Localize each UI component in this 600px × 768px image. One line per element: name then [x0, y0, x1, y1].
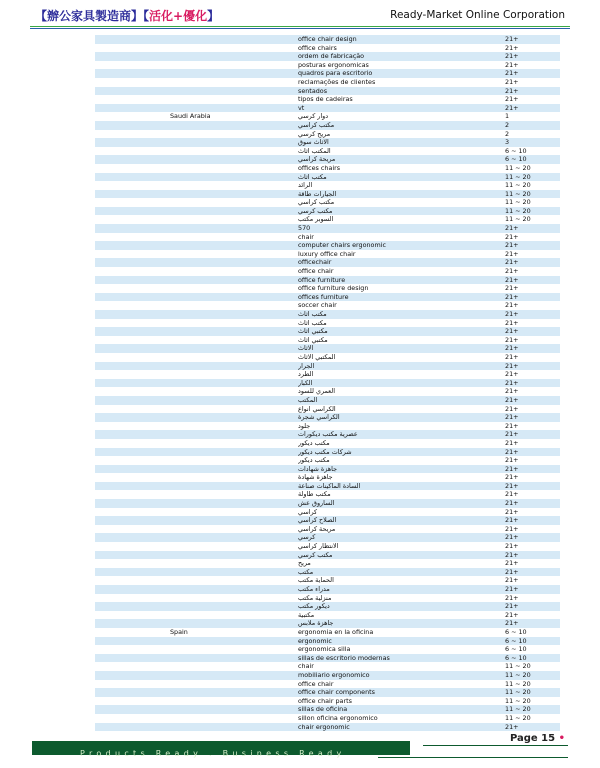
rank-cell: 21+	[505, 103, 519, 112]
rank-cell: 2	[505, 129, 510, 138]
table-row	[95, 104, 560, 113]
keyword-cell: ordem de fabricação	[298, 52, 365, 61]
keyword-cell: جاهزة ملابس	[298, 619, 334, 628]
rank-cell: 21+	[505, 481, 519, 490]
rank-cell: 6 ~ 10	[505, 155, 527, 164]
rank-cell: 21+	[505, 275, 519, 284]
table-row	[95, 310, 560, 319]
table-row	[95, 155, 560, 164]
table-row	[95, 130, 560, 139]
rank-cell: 21+	[505, 232, 519, 241]
keyword-cell: computer chairs ergonomic	[298, 241, 386, 250]
rank-cell: 21+	[505, 585, 519, 593]
keyword-cell: office chair	[298, 267, 334, 276]
rank-cell: 21+	[505, 430, 519, 439]
keyword-cell: soccer chair	[298, 301, 337, 310]
rank-cell: 21+	[505, 524, 519, 533]
header-rule-green	[30, 26, 570, 27]
table-row	[95, 233, 560, 242]
table-row	[95, 301, 560, 310]
table-row	[95, 688, 560, 697]
keyword-cell: جاهزة شهادة	[298, 473, 333, 482]
page-label: Page 15	[509, 733, 556, 744]
keyword-cell: ergonomic	[298, 636, 332, 645]
rank-cell: 21+	[505, 69, 519, 78]
table-row	[95, 396, 560, 405]
keyword-cell: الساروق عش	[298, 499, 335, 508]
table-row	[95, 112, 560, 121]
rank-cell: 21+	[505, 533, 519, 542]
table-row	[95, 69, 560, 78]
rank-cell: 21+	[505, 258, 519, 267]
keyword-cell: مكتب اثاث	[298, 172, 327, 181]
keyword-cell: office chair components	[298, 688, 375, 697]
keyword-cell: دوار كرسي	[298, 112, 329, 121]
table-row	[95, 44, 560, 53]
rank-cell: 21+	[505, 52, 519, 61]
keyword-cell: مكتب كرسي	[298, 206, 333, 215]
table-row	[95, 422, 560, 431]
keyword-cell: chair ergonomic	[298, 722, 350, 731]
rank-cell: 21+	[505, 378, 519, 387]
keyword-cell: sillon oficina ergonomico	[298, 713, 378, 722]
keyword-cell: كرسي	[298, 533, 316, 542]
table-row	[95, 525, 560, 534]
rank-cell: 21+	[505, 421, 519, 430]
keyword-cell: quadros para escritorio	[298, 69, 373, 78]
table-row	[95, 508, 560, 517]
rank-cell: 21+	[505, 559, 519, 568]
rank-cell: 21+	[505, 335, 519, 344]
keyword-cell: luxury office chair	[298, 249, 356, 258]
rank-cell: 11 ~ 20	[505, 215, 531, 224]
table-row	[95, 284, 560, 293]
keyword-cell: الجرار	[298, 361, 315, 370]
table-row	[95, 542, 560, 551]
table-row	[95, 671, 560, 680]
header-rule-blue	[30, 28, 570, 29]
keyword-cell: ergonomica silla	[298, 645, 351, 654]
rank-cell: 21+	[505, 249, 519, 258]
keyword-cell: الانتظار كراسي	[298, 542, 339, 551]
table-row	[95, 594, 560, 603]
keyword-cell: الجيارات طاقة	[298, 189, 337, 198]
keyword-cell: vt	[298, 103, 305, 112]
header-title-accent: 活化+優化	[149, 9, 208, 23]
rank-cell: 21+	[505, 395, 519, 404]
rank-cell: 21+	[505, 516, 519, 525]
rank-cell: 21+	[505, 387, 519, 396]
rank-cell: 21+	[505, 490, 519, 499]
rank-cell: 21+	[505, 77, 519, 86]
table-row	[95, 87, 560, 96]
table-row	[95, 473, 560, 482]
rank-cell: 21+	[505, 267, 519, 276]
rank-cell: 11 ~ 20	[505, 163, 531, 172]
keyword-cell: officechair	[298, 258, 332, 267]
table-row	[95, 258, 560, 267]
keyword-cell: مكتب كراسي	[298, 198, 335, 207]
table-row	[95, 61, 560, 70]
table-row	[95, 499, 560, 508]
table-row	[95, 714, 560, 723]
keyword-cell: chair	[298, 232, 314, 241]
table-row	[95, 190, 560, 199]
table-row	[95, 551, 560, 560]
keyword-cell: مكتبي اثاث	[298, 327, 328, 336]
country-cell: Saudi Arabia	[170, 112, 211, 121]
table-row	[95, 619, 560, 628]
table-row	[95, 490, 560, 499]
rank-cell: 21+	[505, 576, 519, 585]
table-row	[95, 293, 560, 302]
keyword-cell: المكتبي الاثاث	[298, 352, 336, 361]
rank-cell: 11 ~ 20	[505, 696, 531, 705]
rank-cell: 21+	[505, 361, 519, 370]
keyword-cell: reclamações de clientes	[298, 77, 376, 86]
rank-cell: 11 ~ 20	[505, 198, 531, 207]
footer-rule	[378, 757, 568, 758]
table-row	[95, 35, 560, 44]
rank-cell: 21+	[505, 499, 519, 508]
table-row	[95, 482, 560, 491]
rank-cell: 21+	[505, 327, 519, 336]
rank-cell: 11 ~ 20	[505, 679, 531, 688]
rank-cell: 21+	[505, 370, 519, 379]
keyword-cell: منزلية مكتب	[298, 593, 332, 602]
table-row	[95, 645, 560, 654]
keyword-cell: السوبر مكتب	[298, 215, 334, 224]
rank-cell: 21+	[505, 602, 519, 611]
table-row	[95, 465, 560, 474]
keyword-cell: الرائد	[298, 181, 313, 190]
table-row	[95, 344, 560, 353]
table-row	[95, 516, 560, 525]
keyword-cell: مكتب اثاث	[298, 310, 327, 318]
rank-cell: 21+	[505, 507, 519, 516]
table-row	[95, 576, 560, 585]
rank-cell: 11 ~ 20	[505, 705, 531, 714]
keyword-cell: مريح كرسي	[298, 129, 331, 138]
rank-cell: 21+	[505, 413, 519, 422]
rank-cell: 21+	[505, 344, 519, 353]
keyword-cell: السادة الماكينات صناعة	[298, 481, 361, 490]
rank-cell: 21+	[505, 352, 519, 361]
table-row	[95, 662, 560, 671]
rank-cell: 11 ~ 20	[505, 172, 531, 181]
table-row	[95, 379, 560, 388]
rank-cell: 21+	[505, 447, 519, 456]
rank-cell: 21+	[505, 550, 519, 559]
table-row	[95, 405, 560, 414]
table-row	[95, 413, 560, 422]
keyword-cell: office chair	[298, 679, 334, 688]
keyword-cell: المكتب	[298, 395, 318, 404]
page-number	[510, 733, 565, 744]
keyword-cell: جاهزة شهادات	[298, 464, 338, 473]
rank-cell: 2	[505, 120, 510, 129]
rank-cell: 21+	[505, 318, 519, 327]
table-row	[95, 207, 560, 216]
keyword-cell: الاثاث	[298, 344, 314, 353]
keyword-cell: العمري للسود	[298, 387, 335, 396]
country-cell: Spain	[170, 627, 188, 636]
keyword-cell: office chair parts	[298, 696, 352, 705]
table-row	[95, 276, 560, 285]
keyword-cell: sillas de oficina	[298, 705, 348, 714]
keyword-cell: الكبار	[298, 378, 313, 387]
rank-cell: 21+	[505, 241, 519, 250]
rank-cell: 21+	[505, 456, 519, 465]
rank-cell: 21+	[505, 593, 519, 602]
rank-cell: 21+	[505, 464, 519, 473]
keyword-cell: مكتب طاولة	[298, 490, 331, 499]
rank-cell: 21+	[505, 567, 519, 576]
rank-cell: 11 ~ 20	[505, 181, 531, 190]
rank-cell: 21+	[505, 60, 519, 69]
table-row	[95, 336, 560, 345]
table-row	[95, 448, 560, 457]
rank-cell: 21+	[505, 619, 519, 628]
rank-cell: 21+	[505, 610, 519, 619]
table-row	[95, 430, 560, 439]
table-row	[95, 198, 560, 207]
keyword-cell: الاثاث سوق	[298, 138, 329, 147]
rank-cell: 11 ~ 20	[505, 713, 531, 722]
keyword-cell: office chairs	[298, 43, 337, 52]
table-row	[95, 147, 560, 156]
table-row	[95, 568, 560, 577]
keyword-cell: ergonomia en la oficina	[298, 627, 374, 636]
rank-cell: 21+	[505, 473, 519, 482]
table-row	[95, 250, 560, 259]
rank-cell: 21+	[505, 722, 519, 731]
table-row	[95, 224, 560, 233]
keyword-cell: الكراسي انواع	[298, 404, 336, 413]
table-row	[95, 697, 560, 706]
rank-cell: 21+	[505, 35, 519, 43]
page-header	[0, 0, 600, 30]
table-row	[95, 181, 560, 190]
header-title-part1: 【辦公家具製造商】【	[35, 9, 150, 23]
keyword-cell: office furniture design	[298, 284, 369, 293]
keyword-cell: offices furniture	[298, 292, 349, 301]
keyword-cell: الطرد	[298, 370, 314, 379]
table-row	[95, 52, 560, 61]
keyword-cell: posturas ergonomicas	[298, 60, 369, 69]
keyword-cell: الكراسي شجرة	[298, 413, 340, 422]
table-row	[95, 215, 560, 224]
table-row	[95, 164, 560, 173]
rank-cell: 11 ~ 20	[505, 670, 531, 679]
keyword-cell: مكتب ديكور	[298, 456, 330, 465]
keyword-cell: مكتب كراسي	[298, 120, 335, 129]
company-name: Ready-Market Online Corporation	[390, 9, 565, 21]
keyword-cell: sentados	[298, 86, 328, 95]
keyword-cell: office furniture	[298, 275, 346, 284]
table-row	[95, 121, 560, 130]
table-row	[95, 602, 560, 611]
keyword-cell: mobiliario ergonomico	[298, 670, 370, 679]
table-row	[95, 723, 560, 732]
rank-cell: 21+	[505, 86, 519, 95]
rank-cell: 21+	[505, 224, 519, 233]
keyword-cell: مريحة كراسي	[298, 524, 336, 533]
rank-cell: 21+	[505, 43, 519, 52]
keyword-cell: office chair design	[298, 35, 357, 43]
table-row	[95, 173, 560, 182]
keyword-cell: كراسي	[298, 507, 318, 516]
table-row	[95, 533, 560, 542]
rank-cell: 21+	[505, 284, 519, 293]
table-row	[95, 654, 560, 663]
rank-cell: 6 ~ 10	[505, 146, 527, 155]
keyword-cell: sillas de escritorio modernas	[298, 653, 390, 662]
rank-cell: 6 ~ 10	[505, 653, 527, 662]
rank-cell: 1	[505, 112, 510, 121]
keyword-cell: مكتبية	[298, 610, 315, 619]
footer-slogan-bar	[32, 741, 410, 758]
keyword-cell: tipos de cadeiras	[298, 95, 353, 104]
rank-cell: 6 ~ 10	[505, 627, 527, 636]
rank-cell: 11 ~ 20	[505, 688, 531, 697]
table-row	[95, 319, 560, 328]
keyword-cell: مريح	[298, 559, 311, 568]
table-row	[95, 370, 560, 379]
rank-cell: 21+	[505, 301, 519, 310]
table-row	[95, 138, 560, 147]
keyword-cell: مكتب	[298, 567, 314, 576]
keyword-cell: عصرية مكتب ديكورات	[298, 430, 358, 439]
table-row	[95, 362, 560, 371]
keyword-cell: شركات مكتب ديكور	[298, 447, 352, 456]
keyword-cell: مريحة كراسي	[298, 155, 336, 164]
rank-cell: 11 ~ 20	[505, 662, 531, 671]
keyword-cell: offices chairs	[298, 163, 341, 172]
rank-cell: 21+	[505, 404, 519, 413]
table-row	[95, 267, 560, 276]
keyword-cell: مكتب اثاث	[298, 318, 327, 327]
rank-cell: 3	[505, 138, 510, 147]
rank-cell: 21+	[505, 438, 519, 447]
header-title	[35, 7, 219, 24]
table-row	[95, 327, 560, 336]
footer-rule	[423, 745, 568, 746]
table-row	[95, 585, 560, 594]
keyword-cell: مكتب ديكور	[298, 438, 330, 447]
table-row	[95, 680, 560, 689]
rank-cell: 21+	[505, 292, 519, 301]
table-row	[95, 456, 560, 465]
keyword-cell: chair	[298, 662, 314, 671]
table-row	[95, 637, 560, 646]
keyword-cell: المكتب اثاث	[298, 146, 331, 155]
table-row	[95, 387, 560, 396]
rank-cell: 11 ~ 20	[505, 189, 531, 198]
keyword-cell: ديكور مكتب	[298, 602, 330, 611]
table-row	[95, 439, 560, 448]
keyword-cell: 570	[298, 224, 311, 233]
keyword-cell: مكتبي اثاث	[298, 335, 328, 344]
keyword-cell: الحماية مكتب	[298, 576, 334, 585]
rank-cell: 6 ~ 10	[505, 645, 527, 654]
table-row	[95, 353, 560, 362]
table-row	[95, 611, 560, 620]
page-footer	[0, 735, 600, 768]
keyword-cell: مكتب كرسي	[298, 550, 333, 559]
header-title-part3: 】	[207, 9, 220, 23]
rank-cell: 21+	[505, 310, 519, 318]
footer-slogan: Products Ready . Business Ready	[80, 749, 346, 758]
keyword-cell: جلود	[298, 421, 311, 430]
table-row	[95, 78, 560, 87]
keyword-ranking-table	[95, 35, 560, 731]
table-row	[95, 241, 560, 250]
table-row	[95, 95, 560, 104]
keyword-cell: مدراء مكتب	[298, 585, 330, 593]
rank-cell: 11 ~ 20	[505, 206, 531, 215]
keyword-cell: الصلاح كراسي	[298, 516, 337, 525]
table-row	[95, 705, 560, 714]
table-row	[95, 628, 560, 637]
rank-cell: 21+	[505, 542, 519, 551]
table-row	[95, 559, 560, 568]
rank-cell: 21+	[505, 95, 519, 104]
page-dot-icon: •	[558, 733, 565, 744]
rank-cell: 6 ~ 10	[505, 636, 527, 645]
